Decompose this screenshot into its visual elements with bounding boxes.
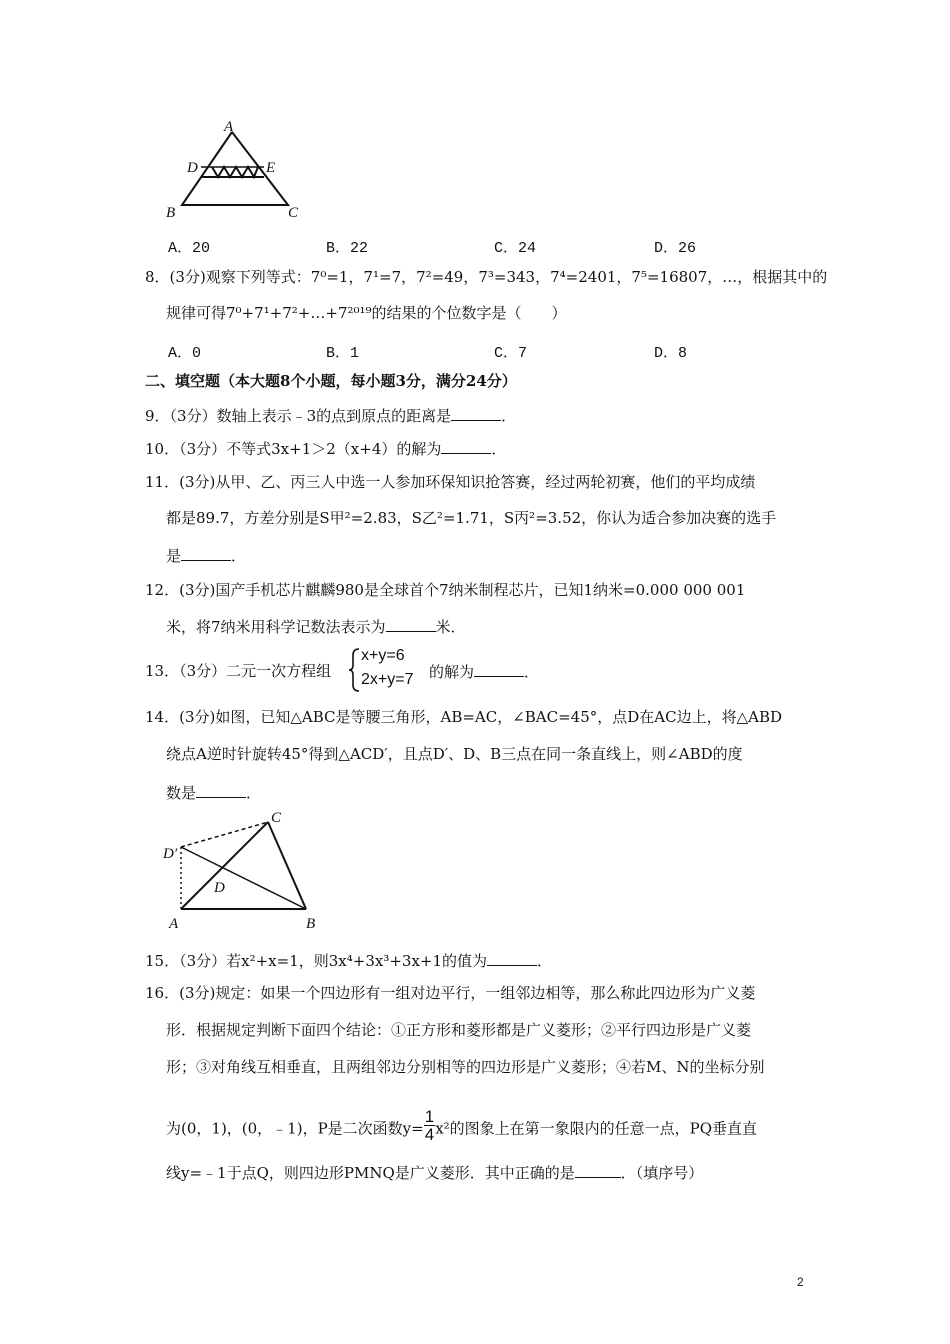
q13-tail	[429, 664, 539, 680]
fraction-numerator: 1	[424, 1107, 435, 1126]
q7-option-a: A．20	[168, 240, 211, 257]
label-d-prime: D′	[163, 846, 178, 862]
section-2-heading: 二、填空题（本大题8个小题，每小题3分，满分24分）	[145, 372, 517, 390]
q16-answer-blank[interactable]	[575, 1165, 621, 1178]
q8-option-b: B．1	[326, 345, 360, 362]
q16-line4-tail: x²的图象上在第一象限内的任意一点，PQ垂直直	[435, 1119, 758, 1138]
q11-line2: 都是89.7，方差分别是S甲²=2.83，S乙²=1.71，S丙²=3.52，你认为适合参加决赛的选手	[166, 509, 777, 527]
q16-line5-text: 线y=﹣1于点Q，则四边形PMNQ是广义菱形．其中正确的是	[166, 1164, 575, 1182]
q9-answer-blank[interactable]	[451, 408, 501, 421]
q8-number: 8．(3分)观察下列等式：	[145, 268, 311, 286]
q9-end: ．	[501, 407, 517, 425]
q12-line2-text: 米，将7纳米用科学记数法表示为	[166, 618, 386, 636]
q11-line1: 11．(3分)从甲、乙、丙三人中选一人参加环保知识抢答赛，经过两轮初赛，他们的平均成绩	[145, 473, 756, 491]
label-c: C	[288, 205, 299, 220]
q14-line3	[166, 785, 261, 801]
q8-line2: 规律可得7⁰+7¹+7²+…+7²⁰¹⁹的结果的个位数字是（ ）	[166, 304, 567, 322]
q7-option-c: C．24	[494, 240, 537, 257]
fraction-denominator: 4	[424, 1125, 435, 1144]
q15-answer-blank[interactable]	[487, 953, 537, 966]
label-d: D	[187, 160, 198, 176]
q14-line1: 14．(3分)如图，已知△ABC是等腰三角形，AB=AC，∠BAC=45°，点D在AC边上，将△ABD	[145, 708, 783, 726]
q8-option-d: D．8	[654, 345, 688, 362]
q14-line2: 绕点A逆时针旋转45°得到△ACD′，且点D′、D、B三点在同一条直线上，则∠ABD的度	[166, 745, 743, 763]
q15	[145, 953, 552, 969]
q7-option-d: D．26	[654, 240, 697, 257]
figure-triangle-abc-zigzag	[160, 120, 310, 220]
q13-end: ．	[524, 663, 540, 681]
label-e: E	[266, 160, 276, 176]
q14-line3-text: 数是	[166, 784, 197, 802]
q16-end: ．（填序号）	[620, 1164, 704, 1182]
q16-line5	[166, 1165, 703, 1181]
label-a-14: A	[169, 916, 179, 932]
q10-answer-blank[interactable]	[441, 441, 491, 454]
q10-text: 10．（3分）不等式3x+1＞2（x+4）的解为	[145, 440, 442, 458]
q14-answer-blank[interactable]	[196, 785, 246, 798]
q10-end: ．	[491, 440, 507, 458]
equation-2: 2x+y=7	[361, 671, 414, 688]
q15-end: ．	[537, 952, 553, 970]
q8-line1	[145, 270, 827, 285]
q16-line1: 16．(3分)规定：如果一个四边形有一组对边平行，一组邻边相等，那么称此四边形为广义菱	[145, 984, 756, 1002]
label-b-14: B	[306, 916, 316, 932]
q12-line1: 12．(3分)国产手机芯片麒麟980是全球首个7纳米制程芯片，已知1纳米=0.000 000 001	[145, 581, 746, 599]
q13-mid-text: 的解为	[429, 663, 475, 681]
q10	[145, 441, 506, 457]
q9	[145, 408, 516, 424]
figure-rotated-triangle	[160, 806, 330, 934]
label-d-14: D	[214, 880, 225, 896]
q11-answer-blank[interactable]	[181, 548, 231, 561]
q13-answer-blank[interactable]	[474, 664, 524, 677]
fraction-one-quarter	[424, 1108, 435, 1143]
q16-line4-text: 为(0，1)，(0，﹣1)，P是二次函数y=	[166, 1119, 424, 1138]
q12-answer-blank[interactable]	[386, 619, 436, 632]
q8-option-c: C．7	[494, 345, 528, 362]
q14-end: ．	[246, 784, 262, 802]
page-number: 2	[797, 1275, 804, 1289]
q8-option-a: A．0	[168, 345, 202, 362]
q7-option-b: B．22	[326, 240, 369, 257]
q11-line3	[166, 548, 246, 564]
q15-text: 15．（3分）若x²+x=1，则3x⁴+3x³+3x+1的值为	[145, 952, 488, 970]
q16-line3: 形；③对角线互相垂直，且两组邻边分别相等的四边形是广义菱形；④若M、N的坐标分别	[166, 1058, 765, 1076]
label-c-14: C	[271, 810, 282, 826]
q13-text: 13．（3分）二元一次方程组	[145, 662, 332, 680]
q9-text: 9．（3分）数轴上表示﹣3的点到原点的距离是	[145, 407, 452, 425]
label-b: B	[166, 205, 176, 220]
equation-system	[348, 648, 428, 692]
q16-line4	[166, 1107, 758, 1147]
q11-end: ．	[231, 547, 247, 565]
q12-end: 米．	[435, 618, 466, 636]
q11-line3-text: 是	[166, 547, 182, 565]
q13	[145, 647, 540, 688]
q12-line2	[166, 619, 466, 635]
label-a: A	[224, 120, 234, 135]
q8-sequence: 7⁰=1，7¹=7，7²=49，7³=343，7⁴=2401，7⁵=16807，…，根据其中的	[310, 268, 828, 286]
brace-icon	[348, 648, 360, 692]
equation-1: x+y=6	[361, 647, 405, 664]
q16-line2: 形．根据规定判断下面四个结论：①正方形和菱形都是广义菱形；②平行四边形是广义菱	[166, 1021, 752, 1039]
